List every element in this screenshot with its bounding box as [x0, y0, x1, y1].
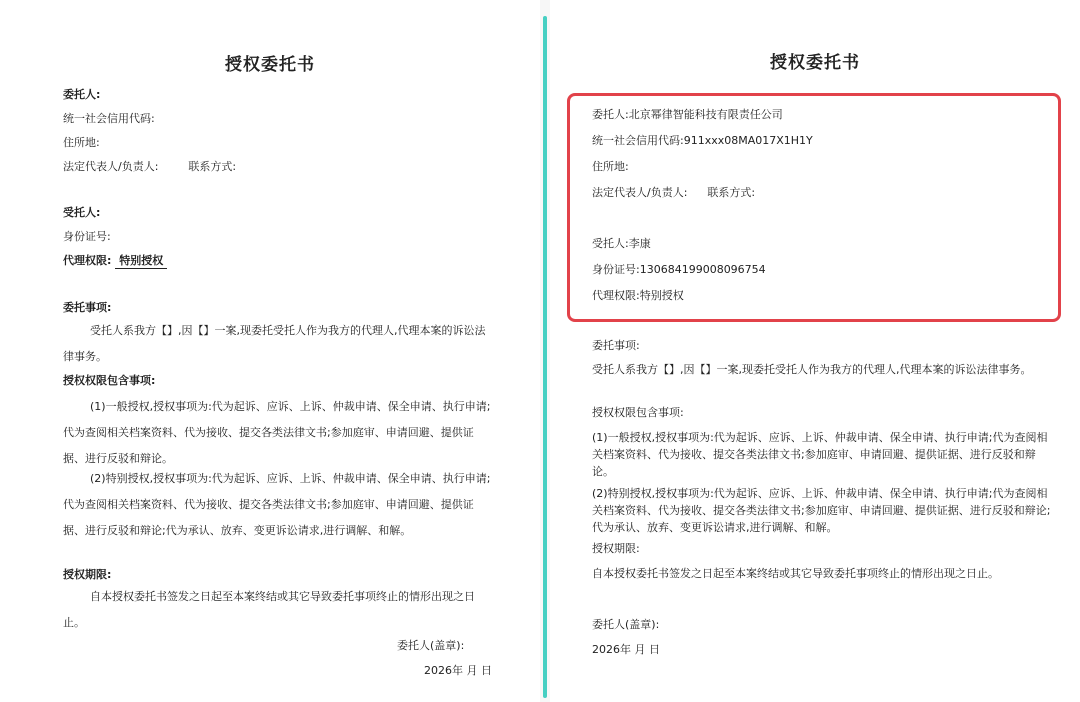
principal-label: 委托人: [63, 88, 101, 101]
special-authority-text: (2)特别授权,授权事项为:代为起诉、应诉、上诉、仲裁申请、保全申请、执行申请;代为查阅相关档案资料、代为接收、提交各类法律文书;参加庭审、申请回避、提供证据、进行反驳和辩论;代为承认、放弃、变更诉讼请求,进行调解、和解。 [592, 487, 1051, 534]
filled-fields-highlight [567, 93, 1061, 322]
legal-rep-line [63, 159, 236, 175]
period-label: 授权期限: [63, 568, 112, 581]
credit-code-line: 统一社会信用代码:911xxx08MA017X1H1Y [592, 134, 813, 147]
contact-label: 联系方式: [188, 160, 237, 173]
agent-label: 受托人: [63, 206, 101, 219]
period-text: 自本授权委托书签发之日起至本案终结或其它导致委托事项终止的情形出现之日止。 [592, 567, 999, 580]
authority-value: 特别授权 [115, 254, 167, 269]
signature-label: 委托人(盖章): [592, 618, 660, 631]
agent-line: 受托人:李康 [592, 237, 651, 250]
signature-label: 委托人(盖章): [397, 639, 465, 652]
matters-text: 受托人系我方【】,因【】一案,现委托受托人作为我方的代理人,代理本案的诉讼法律事务。 [63, 324, 486, 363]
authority-line: 代理权限:特别授权 [592, 289, 684, 302]
credit-code-label: 统一社会信用代码: [63, 112, 155, 125]
document-title: 授权委托书 [225, 55, 315, 75]
period-text: 自本授权委托书签发之日起至本案终结或其它导致委托事项终止的情形出现之日止。 [63, 590, 475, 629]
period-label: 授权期限: [592, 542, 640, 555]
address-label: 住所地: [592, 160, 629, 173]
authority-line [63, 253, 167, 269]
scope-label: 授权权限包含事项: [63, 374, 156, 387]
general-authority-text: (1)一般授权,授权事项为:代为起诉、应诉、上诉、仲裁申请、保全申请、执行申请;代为查阅相关档案资料、代为接收、提交各类法律文书;参加庭审、申请回避、提供证据、进行反驳和辩论。 [63, 400, 491, 465]
legal-rep-label: 法定代表人/负责人: [63, 160, 159, 173]
authority-label: 代理权限: [63, 254, 112, 267]
date-line: 2026年 月 日 [424, 664, 492, 677]
id-number-line: 身份证号:130684199008096754 [592, 263, 766, 276]
matters-label: 委托事项: [592, 339, 640, 352]
matters-text: 受托人系我方【】,因【】一案,现委托受托人作为我方的代理人,代理本案的诉讼法律事务。 [592, 363, 1032, 376]
principal-line: 委托人:北京幂律智能科技有限责任公司 [592, 108, 783, 121]
legal-rep-label: 法定代表人/负责人: [592, 186, 688, 199]
date-line: 2026年 月 日 [592, 643, 660, 656]
general-authority-text: (1)一般授权,授权事项为:代为起诉、应诉、上诉、仲裁申请、保全申请、执行申请;代为查阅相关档案资料、代为接收、提交各类法律文书;参加庭审、申请回避、提供证据、进行反驳和辩论。 [592, 431, 1048, 478]
document-title: 授权委托书 [770, 53, 860, 73]
scope-label: 授权权限包含事项: [592, 406, 684, 419]
address-label: 住所地: [63, 136, 100, 149]
page-divider [543, 16, 547, 698]
id-number-label: 身份证号: [63, 230, 111, 243]
matters-label: 委托事项: [63, 301, 112, 314]
special-authority-text: (2)特别授权,授权事项为:代为起诉、应诉、上诉、仲裁申请、保全申请、执行申请;代为查阅相关档案资料、代为接收、提交各类法律文书;参加庭审、申请回避、提供证据、进行反驳和辩论;代为承认、放弃、变更诉讼请求,进行调解、和解。 [63, 472, 491, 537]
contact-label: 联系方式: [707, 186, 756, 199]
